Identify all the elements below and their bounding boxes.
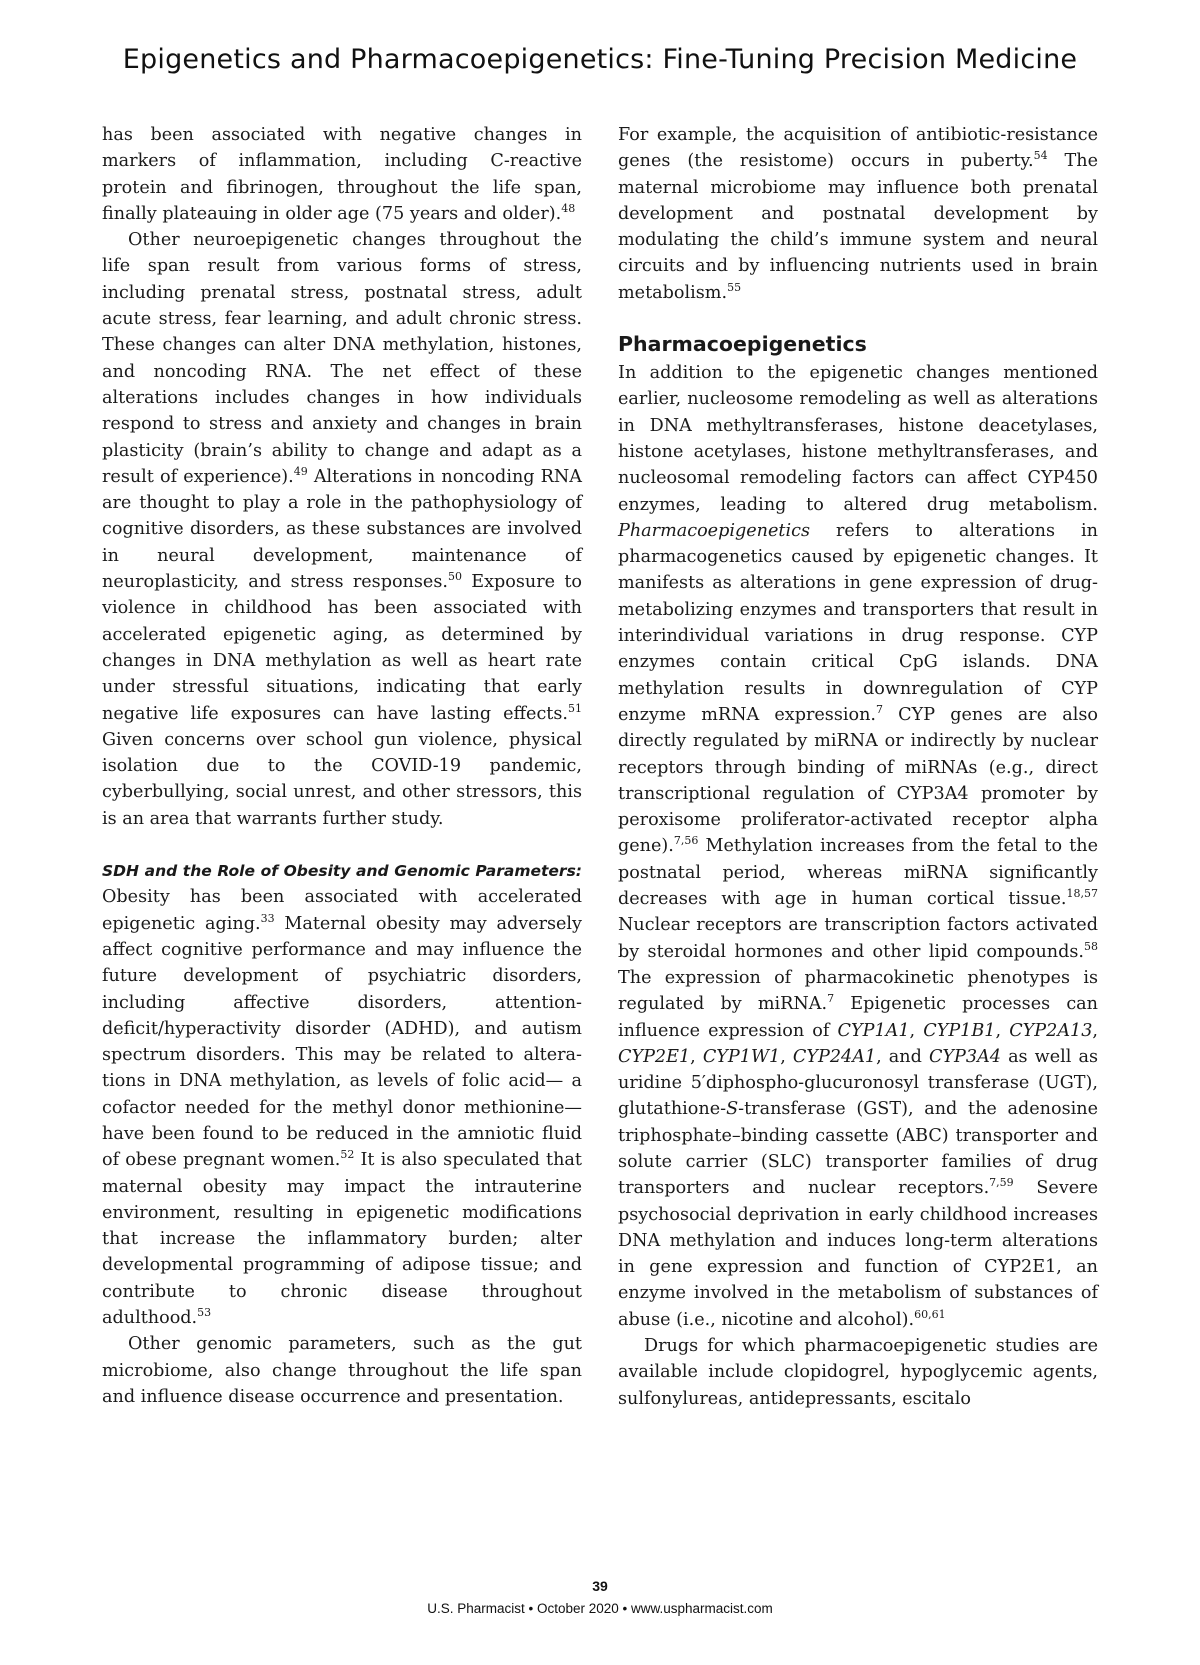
- gene-name: CYP24A1: [792, 1046, 877, 1067]
- page-number: 39: [592, 1578, 608, 1594]
- paragraph: Drugs for which pharmacoepigenetic studies are available include clopidogrel, hypoglycemic agents, sulfonylureas, antidepressants, escitalo: [618, 1336, 1098, 1409]
- gene-name: CYP1A1: [837, 1020, 910, 1041]
- citation: 33: [260, 911, 275, 925]
- citation: 48: [561, 202, 576, 216]
- citation: 55: [727, 280, 742, 294]
- citation: 58: [1084, 939, 1098, 953]
- citation: 49: [293, 465, 308, 478]
- paragraph: Other neuroepigenetic changes throughout the life span result from various forms of stress, including prenatal stress, postnatal stress, adult acute stress, fear learning, and adult chronic stress. These changes can alter DNA methylation, histones, and noncoding RNA. The net effect of these alterations includes changes in how individuals respond to stress and anxiety and changes in brain plasticity (brain’s ability to change and adapt as a result of experience).$^{49}$ Alterations in noncoding RNA are thought to play a role in the pathophysiology of cognitive disorders, as these substances are involved in neural development, maintenance of neuroplasticity, and stress responses.$^{50}$ Exposure to violence in childhood has been associated with accelerated epigenetic aging, as determined by changes in DNA methylation as well as heart rate under stressful situations, indicating that early negative life exposures can have lasting effects.$^{51}$ Given concerns over school gun violence, physical isolation due to the COVID-19 pandemic, cyberbullying, social unrest, and other stressors, this is an area that warrants further study.: [102, 230, 582, 829]
- gene-name: CYP3A4: [928, 1046, 1001, 1067]
- citation: 52: [340, 1148, 355, 1162]
- paragraph: In addition to the epigenetic changes mentioned earlier, nucleosome remodeling as well as alterations in DNA methyltransferases, histone deacetylases, histone acetylases, histone methyltransferases, and nucleosomal remodeling factors can affect CYP450 enzymes, leading to altered drug metabolism. Pharmacoepigenetics refers to alterations in pharmacogenetics caused by epigenetic changes. It manifests as alterations in gene expression of drug-metabolizing enzymes and transporters that result in interindividual variations in drug response. CYP enzymes contain critical CpG islands. DNA methylation results in downregulation of CYP enzyme mRNA expression.$^7$ CYP genes are also directly regulated by miRNA or indirectly by nuclear receptors through binding of miRNAs (e.g., direct transcriptional regulation of CYP3A4 promoter by peroxisome proliferator-activated receptor alpha gene).$^{7,56}$ Methylation increases from the fetal to the postnatal period, whereas miRNA significantly decreases with age in human cortical tissue.$^{18,57}$ Nuclear receptors are transcription factors activated by steroidal hormones and other lipid compounds.$^{58}$ The expression of pharmacokinetic phenotypes is regulated by miRNA.$^7$ Epigenetic processes can influence expression of CYP1A1, CYP1B1, CYP2A13, CYP2E1, CYP1W1, CYP24A1, and CYP3A4 as well as uridine 5′diphospho-glucuronosyl transferase (UGT), glutathione-S-transferase (GST), and the adenosine triphosphate–binding cassette (ABC) transporter and solute carrier (SLC) transporter families of drug transporters and nuclear receptors.$^{7,59}$ Severe psychosocial deprivation in early childhood increases DNA methylation and induces long-term alterations in gene expression and function of CYP2E1, an enzyme involved in the metabolism of substances of abuse (i.e., nicotine and alcohol).$^{60,61}$: [618, 363, 1099, 1330]
- gene-name: CYP1B1: [923, 1020, 996, 1041]
- citation: 7,59: [989, 1176, 1014, 1190]
- citation: 7: [876, 703, 883, 717]
- publication-footer: U.S. Pharmacist • October 2020 • www.uspharmacist.com: [427, 1601, 773, 1616]
- left-column: [102, 122, 582, 1410]
- gene-name: CYP2A13: [1009, 1020, 1093, 1041]
- citation: 18,57: [1066, 887, 1098, 901]
- running-title: Epigenetics and Pharmacoepigenetics: Fine-Tuning Precision Medicine: [122, 44, 1078, 75]
- citation: 53: [197, 1306, 212, 1320]
- citation: 50: [447, 570, 462, 584]
- paragraph: For example, the acquisition of antibiotic-resistance genes (the resistome) occurs in puberty.$^{54}$ The maternal microbiome may influence both prenatal development and postnatal development by modulating the child’s immune system and neural circuits and by influencing nutrients used in brain metabolism.$^{55}$: [618, 125, 1099, 303]
- paragraph: Other genomic parameters, such as the gut microbiome, also change throughout the life span and influence disease occurrence and presentation.: [102, 1334, 582, 1407]
- gene-name: CYP1W1: [702, 1046, 781, 1067]
- right-column: [618, 122, 1098, 1412]
- citation: 7,56: [673, 834, 699, 848]
- citation: 54: [1033, 149, 1048, 163]
- gene-name: CYP2E1: [618, 1046, 691, 1067]
- paragraph: has been associated with negative changes in markers of inflammation, including C-reactive protein and fibrinogen, throughout the life span, finally plateauing in older age (75 years and older).$^{48}$: [102, 125, 582, 224]
- paragraph: SDH and the Role of Obesity and Genomic Parameters: Obesity has been associated with accelerated epigenetic aging.$^{33}$ Maternal obesity may adversely affect cognitive performance and may influence the future development of psychiatric disorders, including affective disorders, attention-deficit/hyperactivity disorder (ADHD), and autism spectrum disorders. This may be related to alterations in DNA methylation, as levels of folic acid— a cofactor needed for the methyl donor methionine—have been found to be reduced in the amniotic fluid of obese pregnant women.$^{52}$ It is also speculated that maternal obesity may impact the intrauterine environment, resulting in epigenetic modifications that increase the inflammatory burden; alter developmental programming of adipose tissue; and contribute to chronic disease throughout adulthood.$^{53}$: [102, 862, 582, 1329]
- run-in-heading: SDH and the Role of Obesity and Genomic Parameters:: [102, 862, 582, 881]
- citation: 51: [568, 701, 582, 715]
- section-heading: Pharmacoepigenetics: [618, 332, 867, 357]
- citation: 60,61: [914, 1307, 946, 1321]
- citation: 7: [827, 992, 835, 1006]
